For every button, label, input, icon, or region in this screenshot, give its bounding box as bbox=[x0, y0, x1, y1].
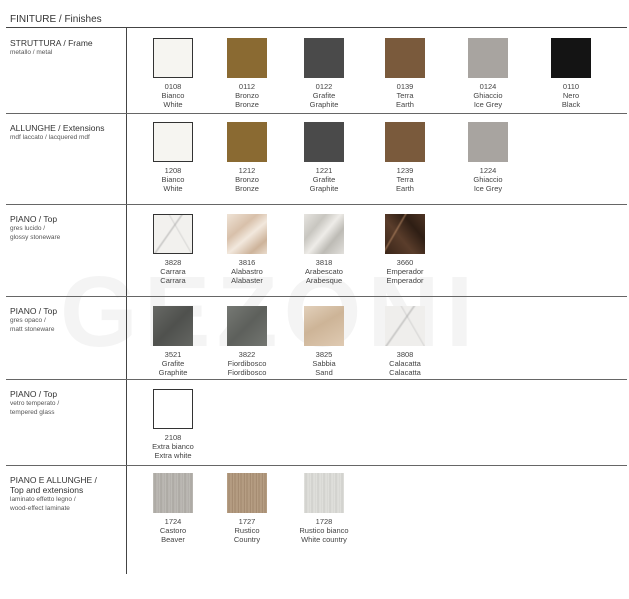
finish-swatch-item bbox=[209, 214, 285, 285]
finish-code: 1224 bbox=[479, 166, 497, 175]
finish-swatch bbox=[153, 389, 193, 429]
section-label bbox=[10, 389, 122, 417]
finish-swatch-item bbox=[135, 306, 211, 377]
finish-swatch bbox=[304, 122, 344, 162]
finish-name-it: Fiordibosco bbox=[227, 359, 267, 368]
finish-name-en: Country bbox=[233, 535, 261, 544]
finish-code: 3816 bbox=[238, 258, 256, 267]
finish-swatch-item bbox=[286, 38, 362, 109]
finish-swatch bbox=[304, 214, 344, 254]
finish-code: 0112 bbox=[238, 82, 256, 91]
section-material: mdf laccato / lacquered mdf bbox=[10, 134, 90, 141]
section-material: matt stoneware bbox=[10, 326, 55, 333]
finish-swatch-item bbox=[450, 38, 526, 109]
finish-name-it: Ghiaccio bbox=[473, 91, 503, 100]
finish-code: 1724 bbox=[164, 517, 182, 526]
section-divider bbox=[6, 379, 627, 380]
section-divider bbox=[6, 113, 627, 114]
finish-code: 2108 bbox=[164, 433, 182, 442]
finish-swatch bbox=[153, 306, 193, 346]
finish-name-en: Graphite bbox=[309, 184, 339, 193]
finish-code: 3828 bbox=[164, 258, 182, 267]
finish-name-it: Grafite bbox=[312, 91, 336, 100]
finish-swatch bbox=[385, 122, 425, 162]
finish-swatch bbox=[385, 306, 425, 346]
finish-name-en: Alabaster bbox=[231, 276, 263, 285]
section-label bbox=[10, 306, 122, 334]
finish-name-it: Rustico bianco bbox=[299, 526, 349, 535]
finish-name-en: Earth bbox=[396, 184, 414, 193]
header-divider bbox=[6, 27, 627, 28]
finish-name-it: Alabastro bbox=[231, 267, 263, 276]
finish-name-it: Bianco bbox=[161, 175, 185, 184]
finish-code: 0124 bbox=[479, 82, 497, 91]
finish-swatch-item bbox=[135, 122, 211, 193]
finish-swatch-item bbox=[135, 214, 211, 285]
finish-code: 3825 bbox=[315, 350, 333, 359]
finish-swatch bbox=[153, 122, 193, 162]
finish-swatch bbox=[227, 214, 267, 254]
finish-code: 0122 bbox=[315, 82, 333, 91]
section-title-line2: Top and extensions bbox=[10, 485, 84, 495]
finish-name-en: Beaver bbox=[161, 535, 185, 544]
finish-name-it: Arabescato bbox=[305, 267, 343, 276]
finish-name-it: Extra bianco bbox=[152, 442, 194, 451]
finish-swatch-item bbox=[286, 214, 362, 285]
section-material: metallo / metal bbox=[10, 49, 53, 56]
finish-swatch-item bbox=[367, 122, 443, 193]
section-material: gres opaco / bbox=[10, 317, 46, 324]
finish-code: 1212 bbox=[238, 166, 256, 175]
finish-swatch bbox=[551, 38, 591, 78]
section-material: laminato effetto legno / bbox=[10, 496, 76, 503]
finish-name-it: Rustico bbox=[234, 526, 260, 535]
finish-name-en: Arabesque bbox=[305, 276, 343, 285]
finish-swatch bbox=[304, 306, 344, 346]
finish-code: 1728 bbox=[315, 517, 333, 526]
section-title: PIANO / Top bbox=[10, 306, 58, 316]
finish-swatch-item bbox=[533, 38, 609, 109]
finish-name-it: Sabbia bbox=[312, 359, 336, 368]
finish-name-en: White bbox=[163, 100, 183, 109]
finish-swatch-item bbox=[209, 306, 285, 377]
finish-code: 1727 bbox=[238, 517, 256, 526]
finish-swatch bbox=[153, 473, 193, 513]
finish-name-en: Bronze bbox=[235, 100, 259, 109]
finish-name-it: Castoro bbox=[159, 526, 187, 535]
section-material: gres lucido / bbox=[10, 225, 46, 232]
finish-name-en: White bbox=[163, 184, 183, 193]
finish-swatch-item bbox=[367, 38, 443, 109]
finish-swatch-item bbox=[450, 122, 526, 193]
finish-code: 1221 bbox=[315, 166, 333, 175]
section-title: ALLUNGHE / Extensions bbox=[10, 123, 105, 133]
finish-name-it: Bronzo bbox=[235, 175, 259, 184]
finish-swatch-item bbox=[286, 122, 362, 193]
finish-swatch bbox=[227, 38, 267, 78]
finish-name-it: Bianco bbox=[161, 91, 185, 100]
finish-name-en: Bronze bbox=[235, 184, 259, 193]
finish-name-en: White country bbox=[301, 535, 347, 544]
finish-swatch bbox=[153, 214, 193, 254]
finish-name-en: Ice Grey bbox=[473, 184, 503, 193]
finish-name-en: Calacatta bbox=[389, 368, 421, 377]
finish-code: 3808 bbox=[396, 350, 414, 359]
finish-swatch-item bbox=[135, 389, 211, 460]
finish-swatch bbox=[227, 306, 267, 346]
finish-swatch bbox=[227, 473, 267, 513]
finish-name-it: Terra bbox=[396, 175, 414, 184]
finish-swatch bbox=[385, 38, 425, 78]
finish-swatch-item bbox=[209, 473, 285, 544]
finish-name-it: Emperador bbox=[386, 267, 424, 276]
finish-name-en: Emperador bbox=[386, 276, 424, 285]
finish-name-it: Grafite bbox=[312, 175, 336, 184]
finish-code: 0110 bbox=[562, 82, 580, 91]
finish-name-it: Bronzo bbox=[235, 91, 259, 100]
finish-name-en: Sand bbox=[315, 368, 333, 377]
section-label bbox=[10, 475, 122, 513]
section-material: wood-effect laminate bbox=[10, 505, 70, 512]
section-material: tempered glass bbox=[10, 409, 55, 416]
section-divider bbox=[6, 296, 627, 297]
finish-name-en: Fiordibosco bbox=[227, 368, 267, 377]
finish-name-it: Calacatta bbox=[389, 359, 421, 368]
section-material: vetro temperato / bbox=[10, 400, 60, 407]
section-title: STRUTTURA / Frame bbox=[10, 38, 93, 48]
section-material: glossy stoneware bbox=[10, 234, 61, 241]
column-divider bbox=[126, 28, 127, 574]
finish-name-it: Grafite bbox=[161, 359, 185, 368]
finish-code: 1208 bbox=[164, 166, 182, 175]
finish-swatch-item bbox=[135, 473, 211, 544]
finish-name-en: Carrara bbox=[160, 276, 186, 285]
finish-name-en: Extra white bbox=[154, 451, 192, 460]
finish-swatch bbox=[468, 38, 508, 78]
section-title: PIANO E ALLUNGHE / bbox=[10, 475, 97, 485]
finish-swatch bbox=[304, 38, 344, 78]
section-label bbox=[10, 38, 122, 57]
finish-name-en: Earth bbox=[396, 100, 414, 109]
finish-swatch bbox=[227, 122, 267, 162]
finish-swatch bbox=[385, 214, 425, 254]
finish-name-en: Black bbox=[561, 100, 581, 109]
finish-swatch-item bbox=[286, 473, 362, 544]
finish-name-it: Nero bbox=[562, 91, 580, 100]
finish-swatch-item bbox=[367, 306, 443, 377]
section-divider bbox=[6, 204, 627, 205]
finish-code: 0139 bbox=[396, 82, 414, 91]
section-label bbox=[10, 123, 122, 142]
section-divider bbox=[6, 465, 627, 466]
finish-code: 1239 bbox=[396, 166, 414, 175]
finish-code: 0108 bbox=[164, 82, 182, 91]
finish-name-en: Graphite bbox=[309, 100, 339, 109]
finish-name-it: Terra bbox=[396, 91, 414, 100]
finish-swatch bbox=[153, 38, 193, 78]
finish-code: 3818 bbox=[315, 258, 333, 267]
finish-code: 3521 bbox=[164, 350, 182, 359]
section-title: PIANO / Top bbox=[10, 389, 58, 399]
finish-swatch-item bbox=[367, 214, 443, 285]
finish-code: 3660 bbox=[396, 258, 414, 267]
section-label bbox=[10, 214, 122, 242]
finish-swatch-item bbox=[135, 38, 211, 109]
finish-name-en: Graphite bbox=[158, 368, 188, 377]
finish-swatch-item bbox=[209, 38, 285, 109]
finish-name-it: Carrara bbox=[160, 267, 186, 276]
finish-swatch-item bbox=[209, 122, 285, 193]
finish-code: 3822 bbox=[238, 350, 256, 359]
finish-swatch bbox=[304, 473, 344, 513]
finish-name-en: Ice Grey bbox=[473, 100, 503, 109]
page-title: FINITURE / Finishes bbox=[10, 14, 102, 25]
finish-swatch-item bbox=[286, 306, 362, 377]
finish-swatch bbox=[468, 122, 508, 162]
finish-name-it: Ghiaccio bbox=[473, 175, 503, 184]
section-title: PIANO / Top bbox=[10, 214, 58, 224]
